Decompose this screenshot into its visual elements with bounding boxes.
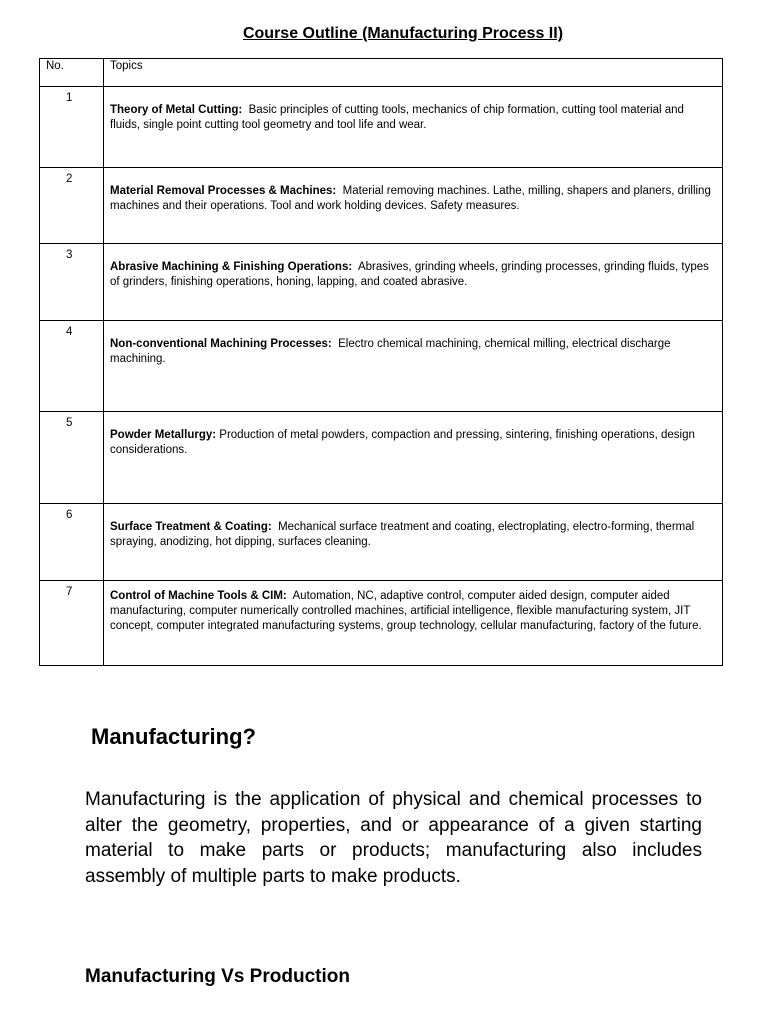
column-header-no: No. [40, 59, 104, 87]
table-row [40, 168, 723, 244]
topic-description: Electro chemical machining, chemical milling, electrical discharge machining. [110, 338, 671, 365]
row-number: 7 [40, 581, 104, 666]
column-header-topics: Topics [104, 59, 723, 87]
course-outline-table [39, 58, 723, 666]
topic-description: Mechanical surface treatment and coating, electroplating, electro-forming, thermal spraying, anodizing, hot dipping, surfaces cleaning. [110, 521, 695, 548]
topic-cell [104, 87, 723, 168]
table-row [40, 244, 723, 321]
section-heading: Manufacturing? [91, 724, 256, 749]
topic-description: Automation, NC, adaptive control, computer aided design, computer aided manufacturing, computer numerically controlled machines, artificial intelligence, flexible manufacturing system, JIT concept, computer integrated manufacturing systems, group technology, cellular manufacturing, factory of the future. [110, 590, 702, 632]
topic-cell [104, 244, 723, 321]
page-title: Course Outline (Manufacturing Process II) [242, 25, 564, 42]
table-row [40, 581, 723, 666]
row-number: 1 [40, 87, 104, 168]
topic-description: Abrasives, grinding wheels, grinding processes, grinding fluids, types of grinders, finishing operations, honing, lapping, and coated abrasive. [110, 261, 709, 288]
topic-description: Production of metal powders, compaction and pressing, sintering, finishing operations, design considerations. [110, 429, 695, 456]
topic-description: Material removing machines. Lathe, milling, shapers and planers, drilling machines and their operations. Tool and work holding devices. Safety measures. [110, 185, 711, 212]
topic-name: Theory of Metal Cutting: [110, 104, 243, 116]
table-row [40, 87, 723, 168]
topic-description: Basic principles of cutting tools, mechanics of chip formation, cutting tool material and fluids, single point cutting tool geometry and tool life and wear. [110, 104, 684, 131]
table-row [40, 412, 723, 504]
topic-name: Surface Treatment & Coating: [110, 521, 272, 533]
topic-name: Material Removal Processes & Machines: [110, 185, 337, 197]
row-number: 4 [40, 321, 104, 412]
section-subheading: Manufacturing Vs Production [85, 966, 350, 987]
topic-cell [104, 168, 723, 244]
topic-name: Abrasive Machining & Finishing Operations: [110, 261, 353, 273]
table-header-row [40, 59, 723, 87]
topic-name: Non-conventional Machining Processes: [110, 338, 332, 350]
topic-cell [104, 321, 723, 412]
topic-cell [104, 504, 723, 581]
topic-cell [104, 581, 723, 666]
topic-name: Powder Metallurgy: [110, 429, 217, 441]
topic-cell [104, 412, 723, 504]
topic-name: Control of Machine Tools & CIM: [110, 590, 287, 602]
row-number: 2 [40, 168, 104, 244]
table-row [40, 504, 723, 581]
table-row [40, 321, 723, 412]
section-paragraph: Manufacturing is the application of physical and chemical processes to alter the geometry, properties, and or appearance of a given starting material to make parts or products; manufacturing also includes assembly of multiple parts to make products. [85, 789, 702, 887]
row-number: 5 [40, 412, 104, 504]
row-number: 6 [40, 504, 104, 581]
row-number: 3 [40, 244, 104, 321]
